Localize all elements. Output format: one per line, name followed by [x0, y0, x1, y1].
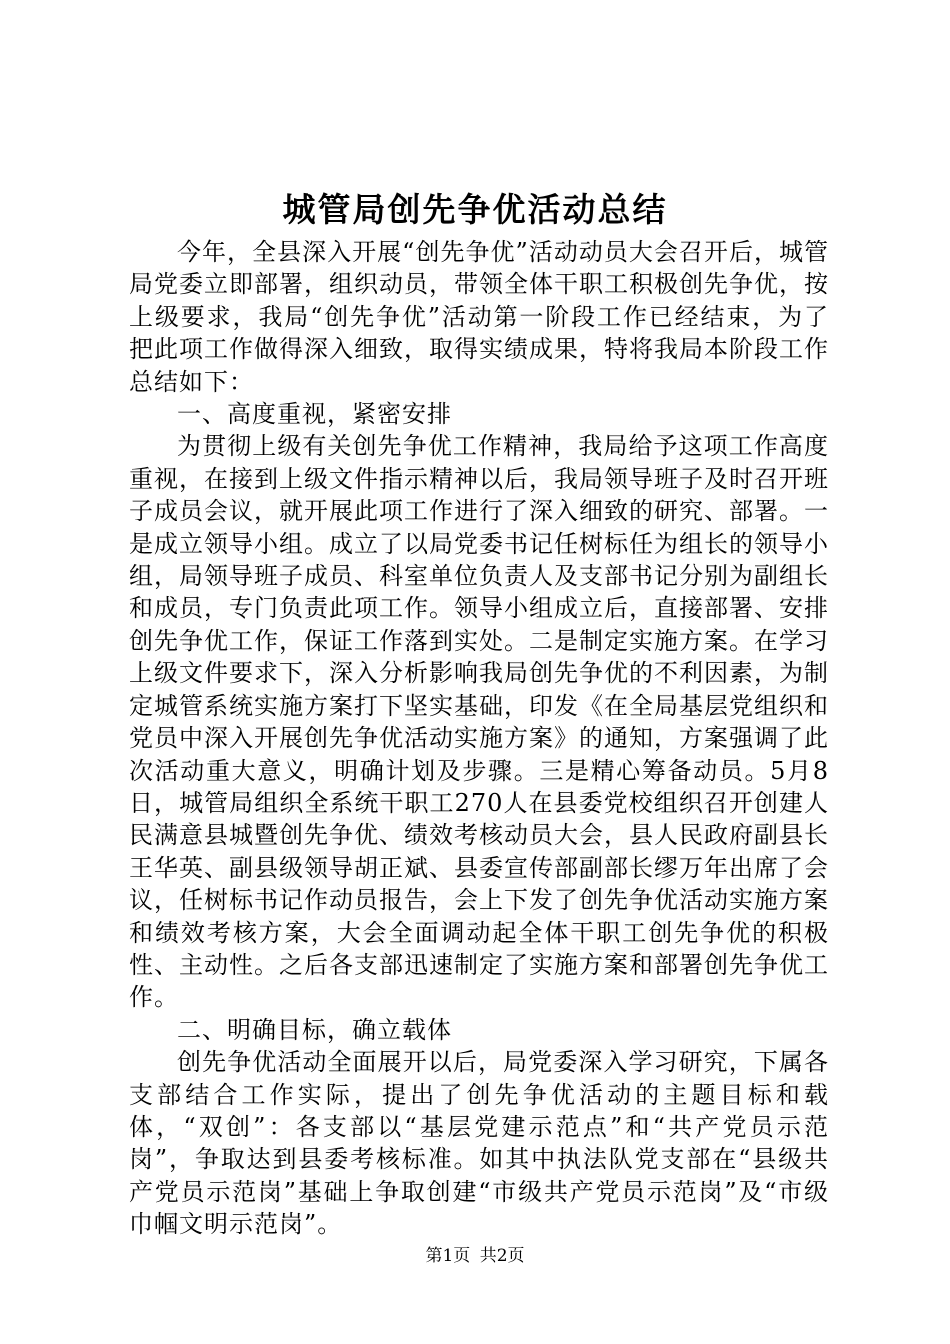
- document-body: [129, 236, 829, 1241]
- page-footer: [0, 1244, 950, 1268]
- paragraph-section-1: 为贯彻上级有关创先争优工作精神，我局给予这项工作高度重视，在接到上级文件指示精神以后，我局领导班子及时召开班子成员会议，就开展此项工作进行了深入细致的研究、部署。一是成立领导小组。成立了以局党委书记任树标任为组长的领导小组，局领导班子成员、科室单位负责人及支部书记分别为副组长和成员，专门负责此项工作。领导小组成立后，直接部署、安排创先争优工作，保证工作落到实处。二是制定实施方案。在学习上级文件要求下，深入分析影响我局创先争优的不利因素，为制定城管系统实施方案打下坚实基础，印发《在全局基层党组织和党员中深入开展创先争优活动实施方案》的通知，方案强调了此次活动重大意义，明确计划及步骤。三是精心筹备动员。5月8日，城管局组织全系统干职工270人在县委党校组织召开创建人民满意县城暨创先争优、绩效考核动员大会，县人民政府副县长王华英、副县级领导胡正斌、县委宣传部副部长缪万年出席了会议，任树标书记作动员报告，会上下发了创先争优活动实施方案和绩效考核方案，大会全面调动起全体干职工创先争优的积极性、主动性。之后各支部迅速制定了实施方案和部署创先争优工作。: [129, 432, 829, 1012]
- section-heading-1: 一、高度重视，紧密安排: [177, 400, 452, 429]
- paragraph-intro: 今年，全县深入开展“创先争优”活动动员大会召开后，城管局党委立即部署，组织动员，带领全体干职工积极创先争优，按上级要求，我局“创先争优”活动第一阶段工作已经结束，为了把此项工作做得深入细致，取得实绩成果，特将我局本阶段工作总结如下：: [129, 238, 829, 396]
- section-heading-2: 二、明确目标，确立载体: [177, 1015, 452, 1044]
- page-total: 共2页: [479, 1246, 525, 1266]
- paragraph-section-2: 创先争优活动全面展开以后，局党委深入学习研究，下属各支部结合工作实际，提出了创先争优活动的主题目标和载体，“双创”：各支部以“基层党建示范点”和“共产党员示范岗”，争取达到县委考核标准。如其中执法队党支部在“县级共产党员示范岗”基础上争取创建“市级共产党员示范岗”及“市级巾帼文明示范岗”。: [129, 1048, 829, 1239]
- page-number: 第1页: [425, 1246, 471, 1266]
- document-title: 城管局创先争优活动总结: [282, 190, 668, 229]
